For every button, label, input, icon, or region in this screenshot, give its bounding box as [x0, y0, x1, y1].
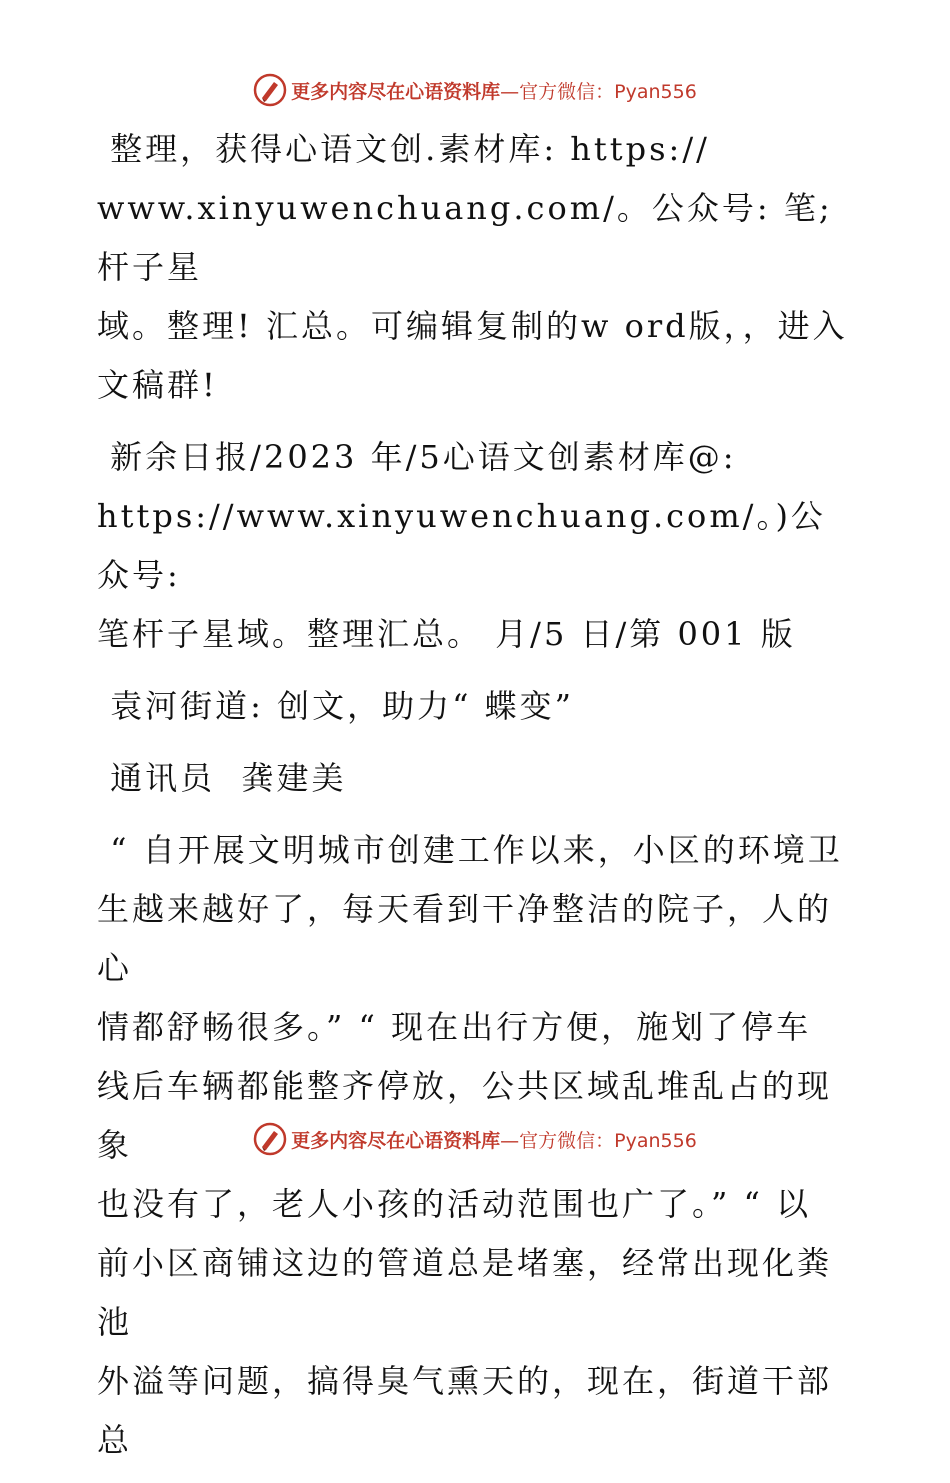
- article-author: 通讯员 龚建美: [97, 759, 347, 797]
- document-body: [97, 120, 857, 1483]
- watermark-brand: [253, 73, 697, 107]
- intro-paragraph: 整理，获得心语文创.素材库: https:// www.xinyuwenchuang.com/。公众号: 笔;杆子星 域。整理! 汇总。可编辑复制的w ord版，，进入 文稿群!: [97, 130, 848, 404]
- article-title: 袁河街道: 创文，助力“ 蝶变”: [97, 687, 575, 725]
- pen-logo-icon: [253, 1122, 287, 1156]
- watermark-sub-text: —官方微信：Pyan556: [500, 80, 697, 103]
- watermark-main-text: 更多内容尽在心语资料库: [291, 1129, 501, 1152]
- watermark-sub-text: —官方微信：Pyan556: [500, 1129, 697, 1152]
- article-body-paragraph: “ 自开展文明城市创建工作以来，小区的环境卫 生越来越好了，每天看到干净整洁的院子，人的心 情都舒畅很多。” “ 现在出行方便，施划了停车 线后车辆都能整齐停放，公共区域乱堆乱占的现象 也没有了，老人小孩的活动范围也广了。” “ 以 前小区商铺这边的管道总是堵塞，经常出现化粪池 外溢等问题，搞得臭气熏天的，现在，街道干部总: [97, 831, 843, 1459]
- footer-watermark: [0, 1121, 950, 1157]
- watermark-main-text: 更多内容尽在心语资料库: [291, 80, 501, 103]
- pen-logo-icon: [253, 73, 287, 107]
- watermark-brand: [253, 1122, 697, 1156]
- source-paragraph: 新余日报/2023 年/5心语文创素材库@: https://www.xinyuwenchuang.com/。)公众号: 笔杆子星域。整理汇总。 月/5 日/第 001 版: [97, 438, 826, 653]
- header-watermark: [0, 72, 950, 108]
